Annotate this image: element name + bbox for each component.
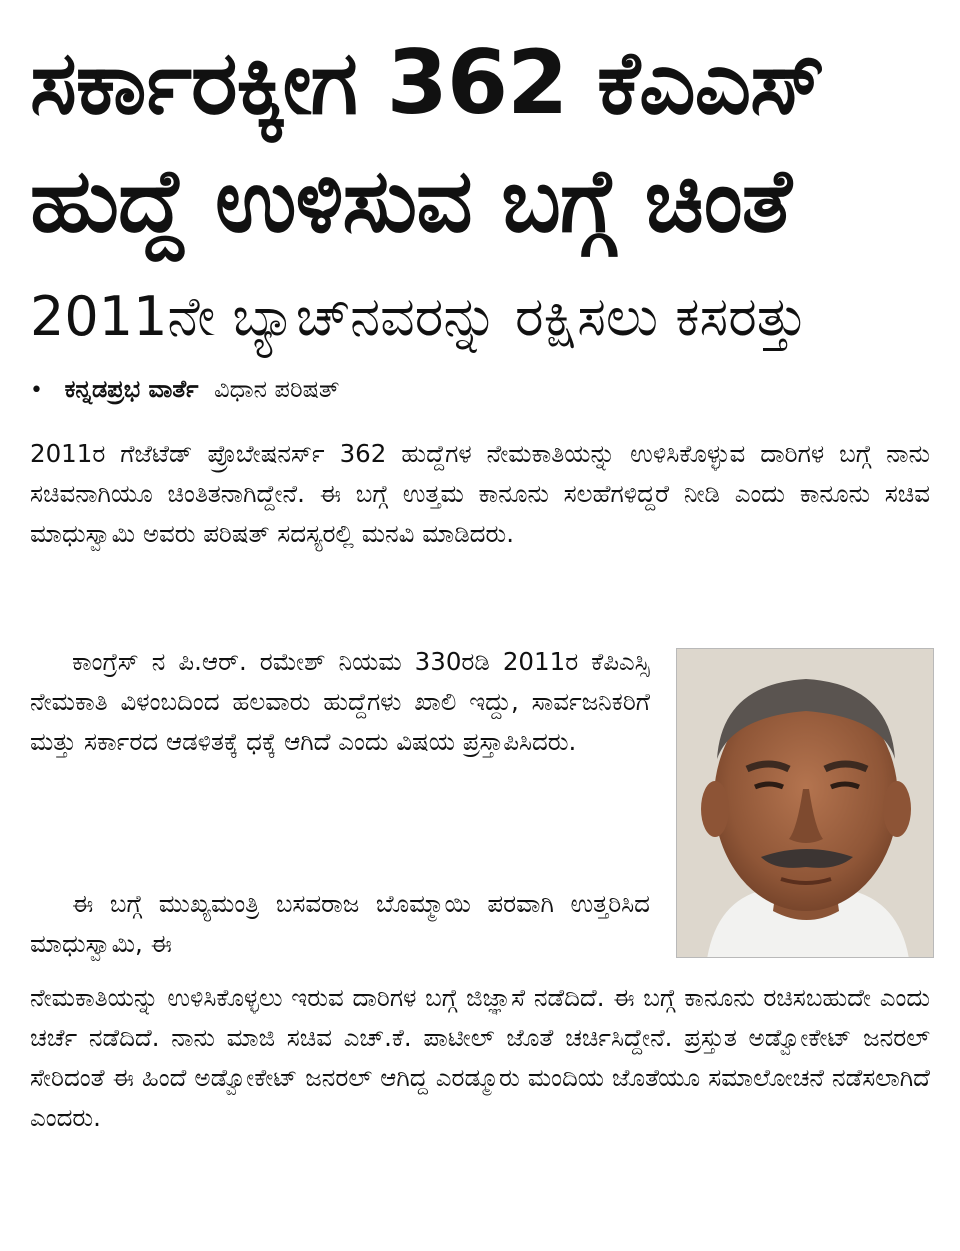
headline-line-1: ಸರ್ಕಾರಕ್ಕೀಗ 362 ಕೆಎಎಸ್ [30,31,825,134]
dateline [30,372,339,408]
bullet-icon: • [30,378,43,403]
headline-line-2: ಹುದ್ದೆ ಉಳಿಸುವ ಬಗ್ಗೆ ಚಿಂತೆ [30,149,791,252]
dateline-place: ವಿಧಾನ ಪರಿಷತ್ [214,375,340,403]
subheadline: 2011ನೇ ಬ್ಯಾಚ್‌ನವರನ್ನು ರಕ್ಷಿಸಲು ಕಸರತ್ತು [30,285,808,348]
paragraph-2: ಕಾಂಗ್ರೆಸ್ ನ ಪಿ.ಆರ್. ರಮೇಶ್ ನಿಯಮ 330ರಡಿ 2011ರ ಕೆಪಿಎಸ್ಸಿ ನೇಮಕಾತಿ ವಿಳಂಬದಿಂದ ಹಲವಾರು ಹುದ್ದೆಗಳು ಖಾಲಿ ಇದ್ದು, ಸಾರ್ವಜನಿಕರಿಗೆ ಮತ್ತು ಸರ್ಕಾರದ ಆಡಳಿತಕ್ಕೆ ಧಕ್ಕೆ ಆಗಿದೆ ಎಂದು ವಿಷಯ ಪ್ರಸ್ತಾಪಿಸಿದರು. [30,647,650,756]
paragraph-3-continued: ನೇಮಕಾತಿಯನ್ನು ಉಳಿಸಿಕೊಳ್ಳಲು ಇರುವ ದಾರಿಗಳ ಬಗ್ಗೆ ಜಿಜ್ಞಾಸೆ ನಡೆದಿದೆ. ಈ ಬಗ್ಗೆ ಕಾನೂನು ರಚಿಸಬಹುದೇ ಎಂದು ಚರ್ಚೆ ನಡೆದಿದೆ. ನಾನು ಮಾಜಿ ಸಚಿವ ಎಚ್.ಕೆ. ಪಾಟೀಲ್ ಜೊತೆ ಚರ್ಚಿಸಿದ್ದೇನೆ. ಪ್ರಸ್ತುತ ಅಡ್ವೋಕೇಟ್ ಜನರಲ್ ಸೇರಿದಂತೆ ಈ ಹಿಂದೆ ಅಡ್ವೋಕೇಟ್ ಜನರಲ್ ಆಗಿದ್ದ ಎರಡ್ಮೂರು ಮಂದಿಯ ಜೊತೆಯೂ ಸಮಾಲೋಚನೆ ನಡೆಸಲಾಗಿದೆ ಎಂದರು. [30,983,930,1132]
paragraph-1: 2011ರ ಗೆಜೆಟೆಡ್ ಪ್ರೊಬೇಷನರ್ಸ್ 362 ಹುದ್ದೆಗಳ ನೇಮಕಾತಿಯನ್ನು ಉಳಿಸಿಕೊಳ್ಳುವ ದಾರಿಗಳ ಬಗ್ಗೆ ನಾನು ಸಚಿವನಾಗಿಯೂ ಚಿಂತಿತನಾಗಿದ್ದೇನೆ. ಈ ಬಗ್ಗೆ ಉತ್ತಮ ಕಾನೂನು ಸಲಹೆಗಳಿದ್ದರೆ ನೀಡಿ ಎಂದು ಕಾನೂನು ಸಚಿವ ಮಾಧುಸ್ವಾಮಿ ಅವರು ಪರಿಷತ್ ಸದಸ್ಯರಲ್ಲಿ ಮನವಿ ಮಾಡಿದರು. [30,439,930,548]
headline [30,24,930,260]
person-photo [676,648,934,958]
paragraph-3: ಈ ಬಗ್ಗೆ ಮುಖ್ಯಮಂತ್ರಿ ಬಸವರಾಜ ಬೊಮ್ಮಾಯಿ ಪರವಾಗಿ ಉತ್ತರಿಸಿದ ಮಾಧುಸ್ವಾಮಿ, ಈ [30,889,650,958]
news-agency: ಕನ್ನಡಪ್ರಭ ವಾರ್ತೆ [64,375,199,403]
portrait-image [677,649,934,958]
